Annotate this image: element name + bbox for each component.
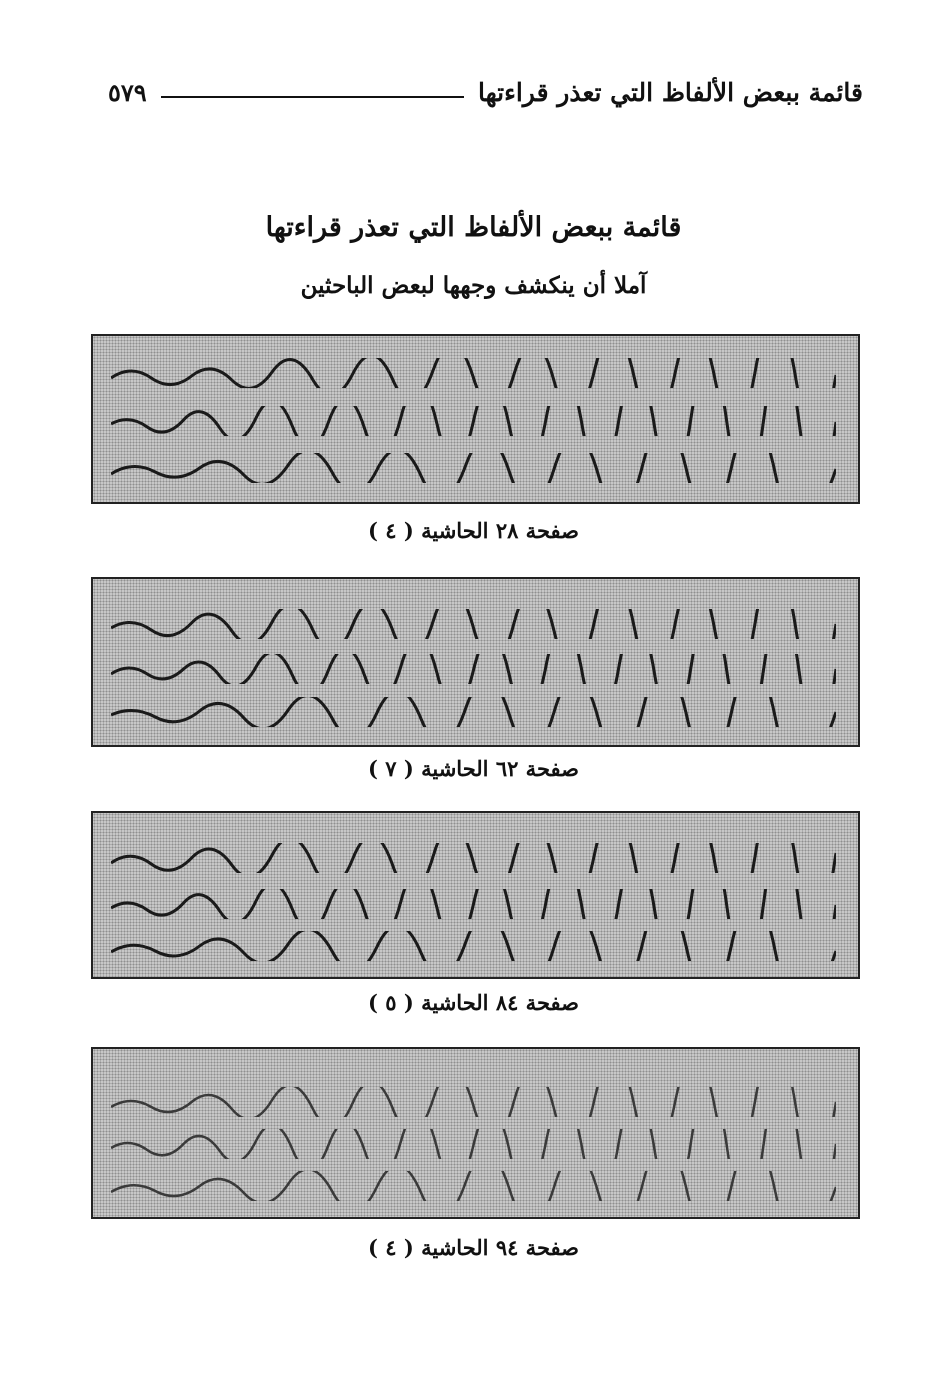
manuscript-line (111, 931, 836, 961)
excerpt-caption-3: صفحة ٨٤ الحاشية ( ٥ ) (368, 990, 579, 1015)
page-subtitle: آملا أن ينكشف وجهها لبعض الباحثين (300, 272, 647, 299)
manuscript-line (111, 1129, 836, 1159)
manuscript-excerpt-2 (91, 577, 860, 747)
header-rule (161, 96, 464, 98)
running-header (108, 72, 863, 112)
excerpt-caption-2: صفحة ٦٢ الحاشية ( ٧ ) (368, 756, 579, 781)
page-title: قائمة ببعض الألفاظ التي تعذر قراءتها (265, 212, 682, 243)
manuscript-line (111, 889, 836, 919)
manuscript-line (111, 654, 836, 684)
manuscript-excerpt-1 (91, 334, 860, 504)
excerpt-caption-4: صفحة ٩٤ الحاشية ( ٤ ) (368, 1235, 579, 1260)
manuscript-line (111, 843, 836, 873)
running-title: قائمة ببعض الألفاظ التي تعذر قراءتها (478, 77, 863, 107)
manuscript-line (111, 453, 836, 483)
manuscript-line (111, 697, 836, 727)
manuscript-line (111, 609, 836, 639)
manuscript-line (111, 358, 836, 388)
manuscript-excerpt-4 (91, 1047, 860, 1219)
manuscript-excerpt-3 (91, 811, 860, 979)
manuscript-line (111, 1087, 836, 1117)
excerpt-caption-1: صفحة ٢٨ الحاشية ( ٤ ) (368, 518, 579, 543)
page-number: ٥٧٩ (108, 77, 147, 107)
manuscript-line (111, 1171, 836, 1201)
manuscript-line (111, 406, 836, 436)
